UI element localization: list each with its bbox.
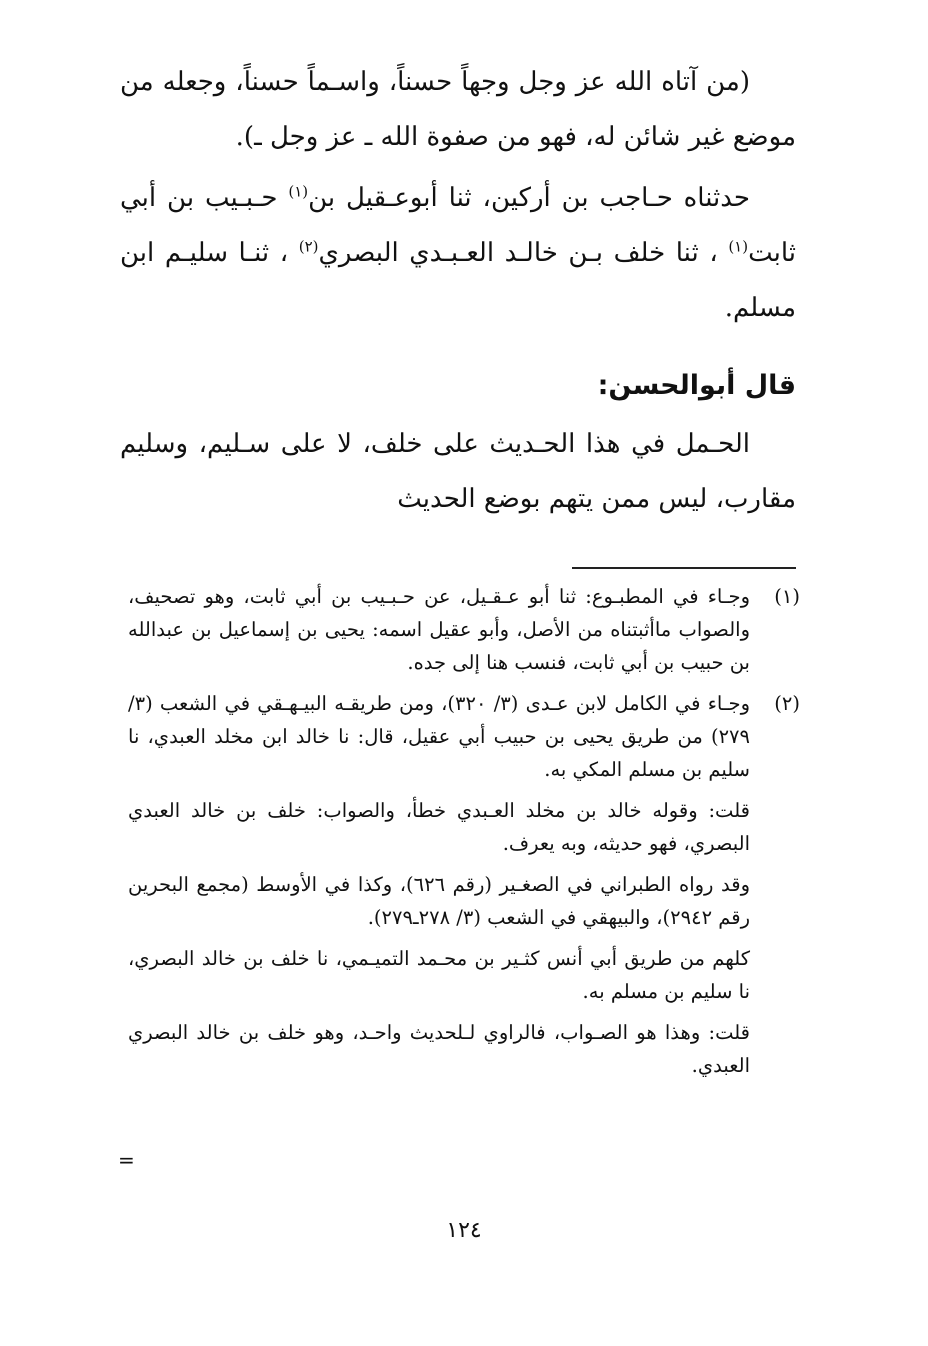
footnote-2	[128, 687, 800, 786]
page-number: ١٢٤	[446, 1218, 482, 1243]
footnote-2-number: (٢)	[774, 692, 800, 715]
chain-text-a: حدثناه حـاجب بن أركين، ثنا أبوعـقيل بن	[308, 183, 750, 213]
footnote-1-number: (١)	[774, 585, 800, 608]
main-text	[120, 55, 796, 533]
footnote-2-paragraph-5: قلت: وهذا هو الصـواب، فالراوي لـلحديث واحـد، وهو خلف بن خالد البصري العبدي.	[128, 1021, 750, 1077]
footnote-1	[128, 580, 800, 679]
chain-text-d: ، ثنـا سليـم ابن مسلم.	[120, 238, 796, 323]
footnote-1-text: وجـاء في المطبـوع: ثنا أبو عـقـيل، عن حـبـيب بن أبي ثابت، وهو تصحيف، والصواب ماأثبتناه من الأصل، وأبو عقيل اسمه: يحيى بن إسماعيل بن عبدالله بن حبيب بن أبي ثابت، فنسب هنا إلى جده.	[128, 585, 750, 674]
footnote-2-text: وجـاء في الكامل لابن عـدى (٣/ ٣٢٠)، ومن طريقـه البيـهـقي في الشعب (٣/ ٢٧٩) من طريق يحيى بن حبيب أبي عقيل، قال: نا خالد ابن مخلد العبدي، نا سليم بن مسلم المكي به.	[128, 692, 750, 781]
footnote-ref-2: (٢)	[298, 237, 319, 256]
footnotes-section	[128, 580, 800, 1090]
footnote-2-paragraph-3: وقد رواه الطبراني في الصغـير (رقم ٦٢٦)، وكذا في الأوسط (مجمع البحرين رقم ٢٩٤٢)، والبيهقي في الشعب (٣/ ٢٧٨ـ٢٧٩).	[128, 873, 750, 929]
section-heading: قال أبوالحسن:	[597, 370, 796, 401]
opening-paragraph: (من آتاه الله عز وجل وجهاً حسناً، واسـماً حسناً، وجعله من موضع غير شائن له، فهو من صفوة الله ـ عز وجل ـ).	[120, 67, 796, 152]
footnote-2-paragraph-2: قلت: وقوله خالد بن مخلد العـبدي خطأ، والصواب: خلف بن خالد العبدي البصري، فهو حديثه، وبه يعرف.	[128, 799, 750, 855]
commentary-paragraph: الحـمل في هذا الحـديث على خلف، لا على سـليم، وسليم مقارب، ليس ممن يتهم بوضع الحديث	[120, 429, 796, 514]
chain-text-c: ، ثنا خلف بـن خالـد العـبـدي البصري	[318, 238, 718, 268]
footnote-divider	[572, 567, 796, 569]
chain-text-b: حـبـيب بن أبي ثابت	[120, 183, 797, 268]
footnote-ref-1: (١)	[288, 182, 309, 201]
chain-paragraph	[120, 171, 796, 336]
footnote-2-paragraph-4: كلهم من طريق أبي أنس كثـير بن محـمد التميـمي، نا خلف بن خالد البصري، نا سليم بن مسلم به.	[128, 947, 750, 1003]
continuation-mark: =	[118, 1148, 135, 1172]
footnote-ref-1b: (١)	[728, 237, 749, 256]
